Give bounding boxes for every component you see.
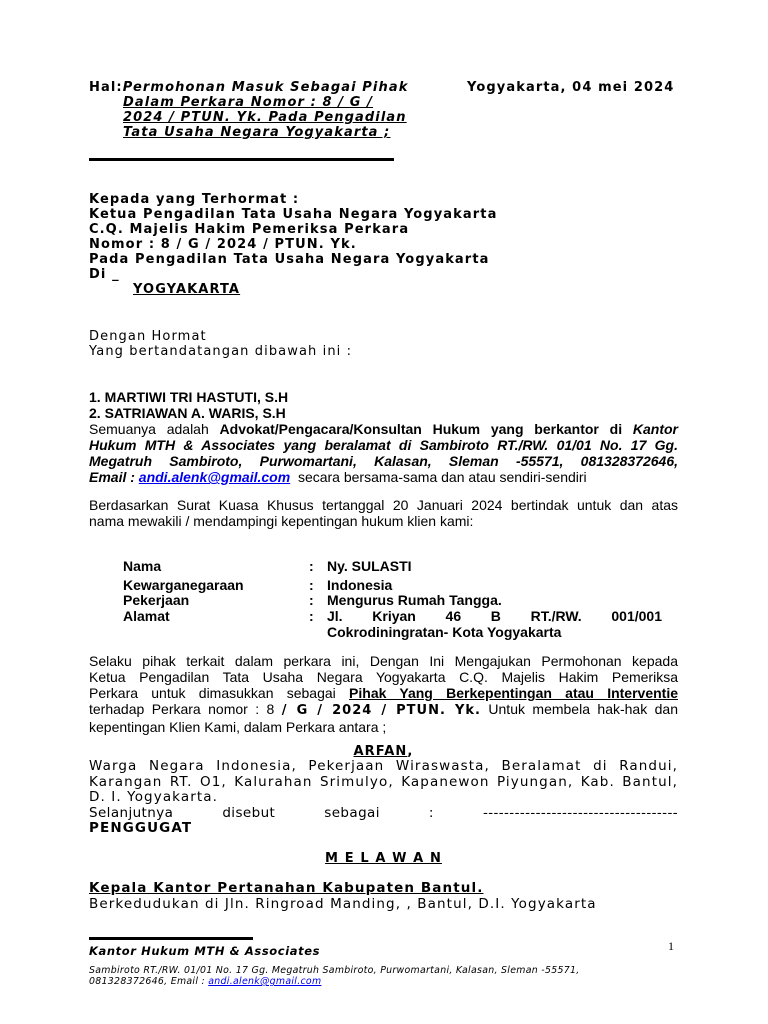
- recipient-line: Kepada yang Terhormat :: [89, 192, 300, 207]
- subject-block: [89, 80, 419, 140]
- recipient-line: Ketua Pengadilan Tata Usaha Negara Yogyakarta: [89, 207, 498, 222]
- page-number: 1: [668, 939, 674, 953]
- defendant-block: [89, 881, 678, 912]
- client-colon: :: [309, 608, 314, 624]
- firm-line-1: Semuanya adalah Advokat/Pengacara/Konsultan Hukum yang berkantor di Kantor: [89, 421, 678, 437]
- authority-line-1: Berdasarkan Surat Kuasa Khusus tertanggal 20 Januari 2024 bertindak untuk dan atas: [89, 497, 678, 513]
- greeting-block: [89, 329, 352, 359]
- client-value: Mengurus Rumah Tangga.: [327, 592, 502, 608]
- request-line-4: terhadap Perkara nomor : 8 / G / 2024 / PTUN. Yk. Untuk membela hak-hak dan: [89, 701, 678, 718]
- client-value: Indonesia: [327, 577, 393, 593]
- client-value: [327, 608, 662, 640]
- lawyer-item: 2. SATRIAWAN A. WARIS, S.H: [89, 405, 286, 421]
- authority-line-2: nama mewakili / mendampingi kepentingan hukum klien kami:: [89, 513, 474, 529]
- recipient-line: Pada Pengadilan Tata Usaha Negara Yogyakarta: [89, 252, 490, 267]
- subject-prefix: Hal:: [89, 80, 123, 95]
- client-row-nama: [123, 558, 668, 574]
- plaintiff-line-3: D. I. Yogyakarta.: [89, 789, 219, 805]
- request-line-1: Selaku pihak terkait dalam perkara ini, Dengan Ini Mengajukan Permohonan kepada: [89, 653, 678, 669]
- plaintiff-role: PENGGUGAT: [89, 820, 193, 836]
- request-line-5: kepentingan Klien Kami, dalam Perkara antara ;: [89, 719, 387, 735]
- footer-address: [89, 965, 689, 987]
- client-colon: :: [309, 592, 314, 608]
- place-date: Yogyakarta, 04 mei 2024: [467, 80, 675, 95]
- greeting-line-2: Yang bertandatangan dibawah ini :: [89, 344, 353, 359]
- subject-line-4: Tata Usaha Negara Yogyakarta ;: [123, 125, 391, 140]
- firm-line-2: Hukum MTH & Associates yang beralamat di Sambiroto RT./RW. 01/01 No. 17 Gg.: [89, 437, 678, 453]
- firm-line-3: Megatruh Sambiroto, Purwomartani, Kalasan, Sleman -55571, 081328372646,: [89, 453, 678, 469]
- client-row-alamat: [123, 608, 668, 640]
- footer-firm: Kantor Hukum MTH & Associates: [89, 944, 321, 958]
- email-link[interactable]: andi.alenk@gmail.com: [138, 469, 291, 485]
- footer-divider: [89, 937, 253, 940]
- plaintiff-line-1: Warga Negara Indonesia, Pekerjaan Wiraswasta, Beralamat di Randui,: [89, 758, 678, 774]
- request-line-2: Ketua Pengadilan Tata Usaha Negara Yogyakarta C.Q. Majelis Hakim Pemeriksa: [89, 669, 678, 685]
- footer-address-line: Sambiroto RT./RW. 01/01 No. 17 Gg. Megatruh Sambiroto, Purwomartani, Kalasan, Sleman -55571,: [89, 965, 580, 976]
- recipient-line: Di _: [89, 267, 120, 282]
- authority-paragraph: [89, 497, 678, 529]
- recipient-line: Nomor : 8 / G / 2024 / PTUN. Yk.: [89, 237, 357, 252]
- subject-divider: [89, 158, 394, 161]
- client-value: Ny. SULASTI: [327, 558, 412, 574]
- client-address-line-2: Cokrodiningratan- Kota Yogyakarta: [327, 624, 562, 640]
- lawyer-list: [89, 389, 288, 421]
- client-label: Kewarganegaraan: [123, 577, 244, 593]
- request-paragraph: [89, 653, 678, 735]
- lawyer-item: 1. MARTIWI TRI HASTUTI, S.H: [89, 389, 289, 405]
- plaintiff-block: [89, 759, 678, 837]
- subject-text-1: Permohonan Masuk Sebagai Pihak: [122, 80, 409, 95]
- request-line-3: Perkara untuk dimasukkan sebagai Pihak Yang Berkepentingan atau Interventie: [89, 685, 679, 701]
- subject-line-3: 2024 / PTUN. Yk. Pada Pengadilan: [123, 110, 407, 125]
- client-label: Alamat: [123, 608, 170, 624]
- greeting-line-1: Dengan Hormat: [89, 329, 207, 344]
- subject-line-1: [89, 80, 419, 95]
- client-row-pekerjaan: [123, 592, 668, 608]
- recipient-line: C.Q. Majelis Hakim Pemeriksa Perkara: [89, 222, 410, 237]
- plaintiff-name: ARFAN,: [353, 744, 414, 759]
- client-label: Nama: [123, 558, 162, 574]
- email-tail: secara bersama-sama dan atau sendiri-sendiri: [290, 469, 587, 485]
- footer-email-link[interactable]: andi.alenk@gmail.com: [208, 976, 322, 987]
- plaintiff-line-2: Karangan RT. O1, Kalurahan Srimulyo, Kapanewon Piyungan, Kab. Bantul,: [89, 773, 678, 790]
- client-colon: :: [309, 558, 314, 574]
- firm-line-4: [89, 469, 678, 485]
- email-label: Email :: [89, 469, 139, 485]
- footer-contact-line: 081328372646, Email : andi.alenk@gmail.com: [89, 976, 322, 987]
- recipient-block: [89, 192, 649, 297]
- client-row-kewarganegaraan: [123, 577, 668, 593]
- intervention-phrase: Pihak Yang Berkepentingan atau Interventie: [349, 685, 679, 701]
- recipient-city: YOGYAKARTA: [133, 282, 241, 297]
- client-address-line-1: Jl. Kriyan 46 B RT./RW. 001/001: [327, 608, 662, 624]
- client-label: Pekerjaan: [123, 592, 190, 608]
- client-colon: :: [309, 577, 314, 593]
- defendant-name: Kepala Kantor Pertanahan Kabupaten Bantul.: [89, 880, 484, 896]
- firm-paragraph: [89, 421, 678, 485]
- versus-heading: M E L A W A N: [325, 851, 442, 866]
- case-number: / G / 2024 / PTUN. Yk.: [281, 703, 481, 718]
- defendant-address: Berkedudukan di Jln. Ringroad Manding, , Bantul, D.I. Yogyakarta: [89, 895, 597, 912]
- plaintiff-line-4: Selanjutnya disebut sebagai : -------------------------------------: [89, 804, 678, 821]
- subject-line-2: Dalam Perkara Nomor : 8 / G /: [123, 95, 374, 110]
